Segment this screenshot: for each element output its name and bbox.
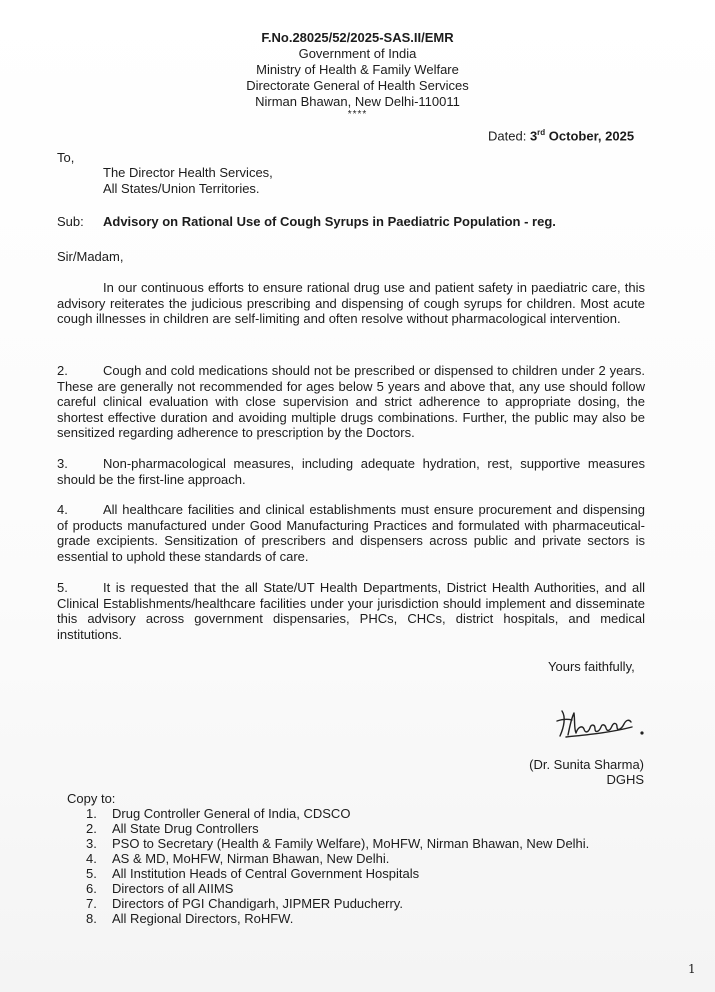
date-suffix: rd xyxy=(537,128,546,137)
paragraph-5-number: 5. xyxy=(57,580,68,595)
copy-to-list xyxy=(86,806,589,926)
closing-line: Yours faithfully, xyxy=(548,659,635,674)
addressee-block xyxy=(103,165,273,197)
paragraph-2-text: Cough and cold medications should not be prescribed or dispensed to children under 2 years. These are generally not recommended for ages below 5 years and above that, any use should follow careful clinical evaluation with close supervision and strict adherence to appropriate dosing, the shortest effective duration and avoiding multiple drugs combinations. Further, the public may also be sensitized regarding adherence to prescription by the Doctors. xyxy=(57,363,645,440)
header-line-directorate: Directorate General of Health Services xyxy=(246,78,469,93)
header-line-government: Government of India xyxy=(298,46,417,61)
page-number: 1 xyxy=(688,962,696,976)
date-line xyxy=(488,128,634,143)
header-line-ministry: Ministry of Health & Family Welfare xyxy=(256,62,459,77)
list-item: 2. All State Drug Controllers xyxy=(86,821,259,836)
salutation: Sir/Madam, xyxy=(57,249,124,264)
list-item: 1. Drug Controller General of India, CDSCO xyxy=(86,806,351,821)
list-item: 4. AS & MD, MoHFW, Nirman Bhawan, New Delhi. xyxy=(86,851,390,866)
subject-text: Advisory on Rational Use of Cough Syrups in Paediatric Population - reg. xyxy=(103,214,556,229)
handwritten-signature xyxy=(554,703,654,743)
list-item: 3. PSO to Secretary (Health & Family Welfare), MoHFW, Nirman Bhawan, New Delhi. xyxy=(86,836,590,851)
addressee-line-1: The Director Health Services, xyxy=(103,165,273,180)
letter-header xyxy=(0,30,715,120)
date-day: 3 xyxy=(529,128,538,144)
paragraph-4-number: 4. xyxy=(57,502,68,517)
date-label: Dated: xyxy=(488,128,527,144)
addressee-line-2: All States/Union Territories. xyxy=(103,181,260,196)
paragraph-4-text: All healthcare facilities and clinical establishments must ensure procurement and dispensing of products manufactured under Good Manufacturing Practices and formulated with pharmaceutical-grade excipients. Sensitization of prescribers and dispensers across public and private sectors is essential to uphold these standards of care. xyxy=(57,502,645,564)
signatory-block xyxy=(520,757,644,787)
paragraph-3-number: 3. xyxy=(57,456,68,471)
header-line-address: Nirman Bhawan, New Delhi-110011 xyxy=(255,94,460,109)
paragraph-1 xyxy=(57,280,645,327)
paragraph-3 xyxy=(57,456,645,487)
copy-to-label: Copy to: xyxy=(67,791,116,806)
paragraph-2-number: 2. xyxy=(57,363,68,378)
list-item: 7. Directors of PGI Chandigarh, JIPMER Puducherry. xyxy=(86,896,403,911)
paragraph-3-text: Non-pharmacological measures, including adequate hydration, rest, supportive measures should be the first-line approach. xyxy=(57,456,645,487)
paragraph-4 xyxy=(57,502,645,564)
paragraph-1-text: In our continuous efforts to ensure rational drug use and patient safety in paediatric care, this advisory reiterates the judicious prescribing and dispensing of cough syrups for children. Most acute cough illnesses in children are self-limiting and often resolve without pharmacological intervention. xyxy=(57,280,645,326)
paragraph-2 xyxy=(57,363,645,441)
header-stars: **** xyxy=(347,109,368,120)
paragraph-5 xyxy=(57,580,645,642)
list-item: 6. Directors of all AIIMS xyxy=(86,881,234,896)
list-item: 8. All Regional Directors, RoHFW. xyxy=(86,911,294,926)
list-item: 5. All Institution Heads of Central Government Hospitals xyxy=(86,866,420,881)
subject-label: Sub: xyxy=(57,214,84,229)
signatory-name: (Dr. Sunita Sharma) xyxy=(529,757,644,772)
paragraph-5-text: It is requested that the all State/UT Health Departments, District Health Authorities, and all Clinical Establishments/healthcare facilities under your jurisdiction should implement and disseminate this advisory across government dispensaries, PHCs, CHCs, district hospitals, and medical institutions. xyxy=(57,580,645,642)
to-label: To, xyxy=(57,150,75,165)
subject-line xyxy=(57,214,556,229)
signatory-designation: DGHS xyxy=(606,772,644,787)
date-rest: October, 2025 xyxy=(548,128,635,144)
file-number: F.No.28025/52/2025-SAS.II/EMR xyxy=(261,30,454,45)
